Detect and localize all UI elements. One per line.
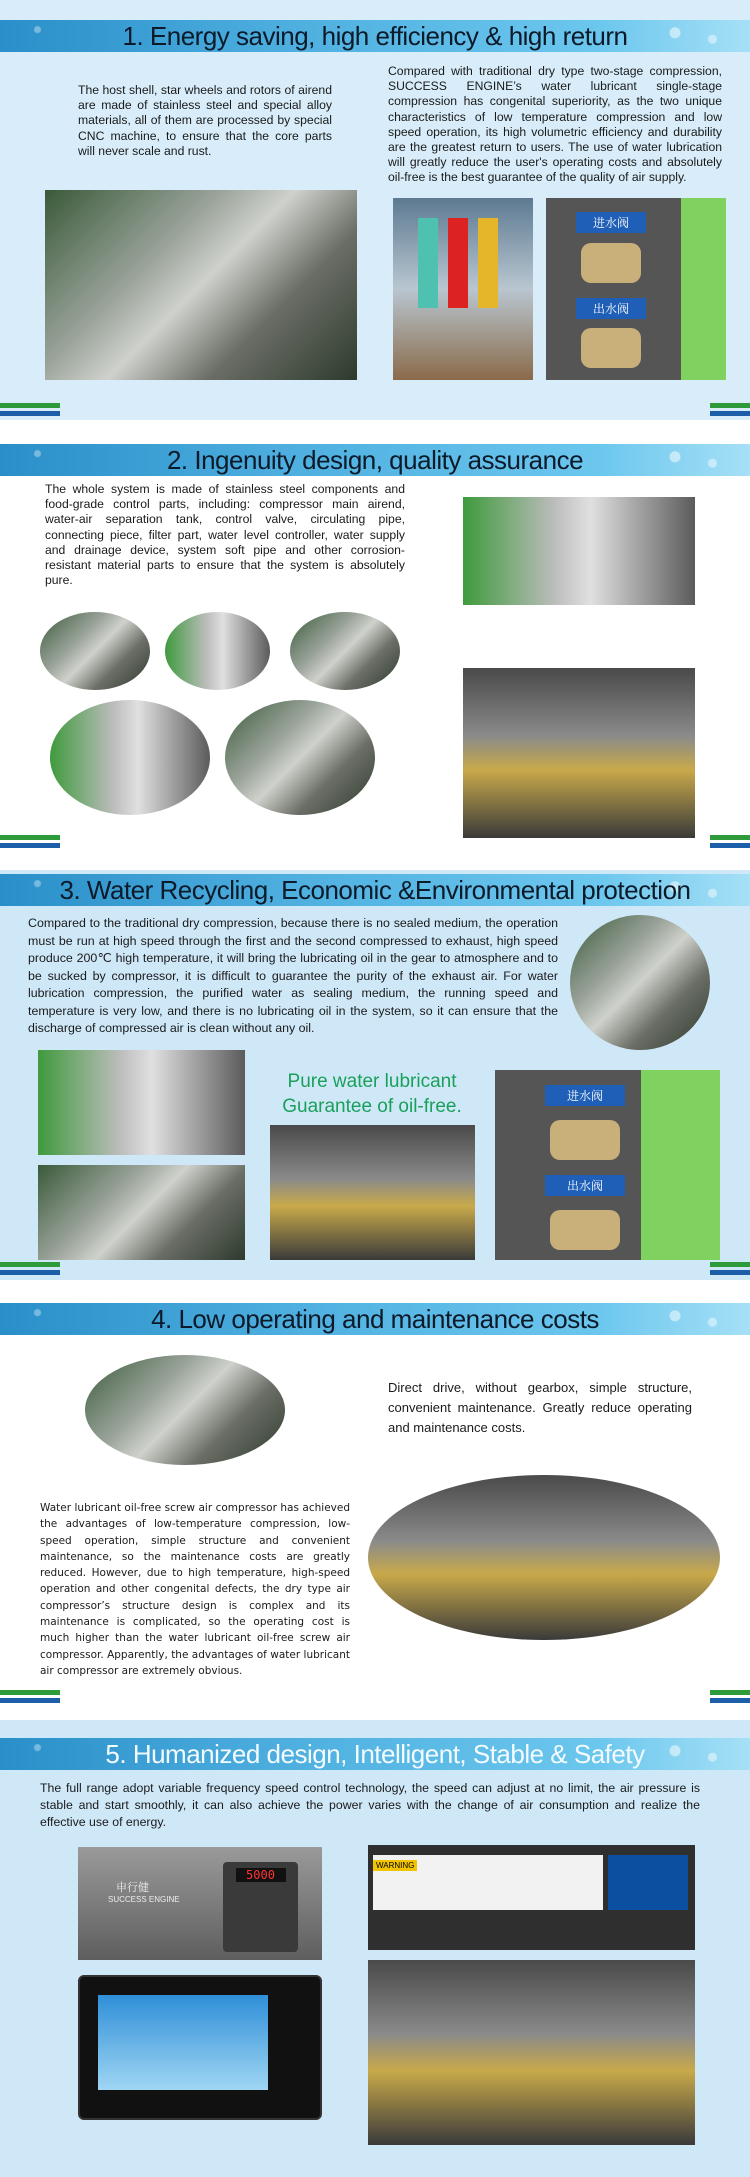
direct-drive-description: Direct drive, without gearbox, simple structure, convenient maintenance. Greatly reduce operating and maintenance costs. [388, 1380, 692, 1435]
footer-stripe-left [0, 835, 60, 848]
section-ingenuity-design [0, 440, 750, 860]
compression-description: Compared with traditional dry type two-stage compression, SUCCESS ENGINE’s water lubricant single-stage compression has congenital superiority, as the two unique characteristics of low temperature compression and low speed operation, its high volumetric efficiency and durability are the greatest return to users. The use of water lubrication will greatly reduce the user's operating costs and absolutely oil-free is the best guarantee of the quality of air supply. [388, 64, 722, 185]
motor-photo [368, 1475, 720, 1640]
outlet-valve-label: 出水阀 [576, 298, 646, 319]
component-photo-4 [50, 700, 210, 815]
section-title: 5. Humanized design, Intelligent, Stable & Safety [0, 1738, 750, 1770]
motor-assembly-photo [368, 1960, 695, 2145]
airend-photo [85, 1355, 285, 1465]
inlet-valve-label: 进水阀 [545, 1085, 625, 1106]
section-title: 4. Low operating and maintenance costs [0, 1303, 750, 1335]
frequency-display: 5000 [236, 1868, 286, 1882]
footer-stripe-right [710, 1262, 750, 1275]
footer-stripe-right [710, 1690, 750, 1703]
inlet-valve-label: 进水阀 [576, 212, 646, 233]
touch-screen-controller [78, 1975, 322, 2120]
footer-stripe-left [0, 403, 60, 416]
footer-stripe-left [0, 1690, 60, 1703]
brand-cn: 申行健 [116, 1882, 149, 1894]
brand-en: SUCCESS ENGINE [108, 1895, 180, 1904]
section-humanized-design [0, 1720, 750, 2177]
section-low-costs [0, 1290, 750, 1720]
airend-photo [38, 1050, 245, 1155]
section-title: 2. Ingenuity design, quality assurance [0, 444, 750, 476]
frequency-control-description: The full range adopt variable frequency speed control technology, the speed can adjust at no limit, the air pressure is stable and start smoothly, it can also achieve the power varies with the change of air consumption and realize the effective use of energy. [40, 1781, 700, 1829]
slogan-line-2: Guarantee of oil-free. [282, 1096, 462, 1117]
maintenance-description: Water lubricant oil-free screw air compressor has achieved the advantages of low-temperature compression, low-speed operation, simple structure and convenient maintenance, so the maintenance costs are greatly reduced. However, due to high temperature, high-speed operation and other congenital defects, the dry type air compressor’s structure design is complex and its maintenance is complicated, so the operating cost is much higher than the water lubricant oil-free screw air compressor. Apparently, the advantages of water lubricant air compressor are extremely obvious. [40, 1502, 350, 1677]
component-photo-3 [290, 612, 400, 690]
section-water-recycling [0, 870, 750, 1280]
warning-label: WARNING [373, 1860, 417, 1871]
airend-photo [45, 190, 357, 380]
system-description: The whole system is made of stainless steel components and food-grade control parts, including: compressor main airend, water-air separation tank, control valve, circulating pipe, connecting piece, filter part, water level controller, water supply and drainage device, system soft pipe and other corrosion-resistant material parts to ensure that the system is absolutely pure. [45, 482, 405, 588]
footer-stripe-right [710, 403, 750, 416]
separation-tank-photo [463, 668, 695, 838]
pipe-photo [570, 915, 710, 1050]
rotor-photo [38, 1165, 245, 1260]
recycling-description: Compared to the traditional dry compression, because there is no sealed medium, the operation must be run at high speed through the first and the second compressed to exhaust, high speed produce 200℃ high temperature, it will bring the lubricating oil in the gear to atmosphere and to be sucked by compressor, it is difficult to guarantee the purity of the exhaust air. For water lubrication compression, the purified water as sealing medium, the running speed and temperature is very low, and there is no lubricating oil in the system, so it can ensure that the discharge of compressed air is clean without any oil. [28, 916, 558, 1035]
section-energy-saving [0, 0, 750, 420]
flags-photo [393, 198, 533, 380]
control-panel-photo [78, 1847, 322, 1960]
outlet-valve-label: 出水阀 [545, 1175, 625, 1196]
footer-stripe-left [0, 1262, 60, 1275]
component-photo-2 [165, 612, 270, 690]
footer-stripe-right [710, 835, 750, 848]
water-filter-photo [270, 1125, 475, 1260]
slogan-line-1: Pure water lubricant [287, 1071, 457, 1092]
section-title: 1. Energy saving, high efficiency & high return [0, 20, 750, 52]
warning-panel-photo [368, 1845, 695, 1950]
water-valve-photo [546, 198, 726, 380]
component-photo-5 [225, 700, 375, 815]
section-title: 3. Water Recycling, Economic &Environmental protection [0, 874, 750, 906]
component-photo-1 [40, 612, 150, 690]
water-valve-photo [495, 1070, 720, 1260]
airend-description: The host shell, star wheels and rotors of airend are made of stainless steel and special alloy materials, all of them are processed by special CNC machine, to ensure that the core parts will never scale and rust. [78, 83, 332, 158]
valve-photo [463, 497, 695, 605]
